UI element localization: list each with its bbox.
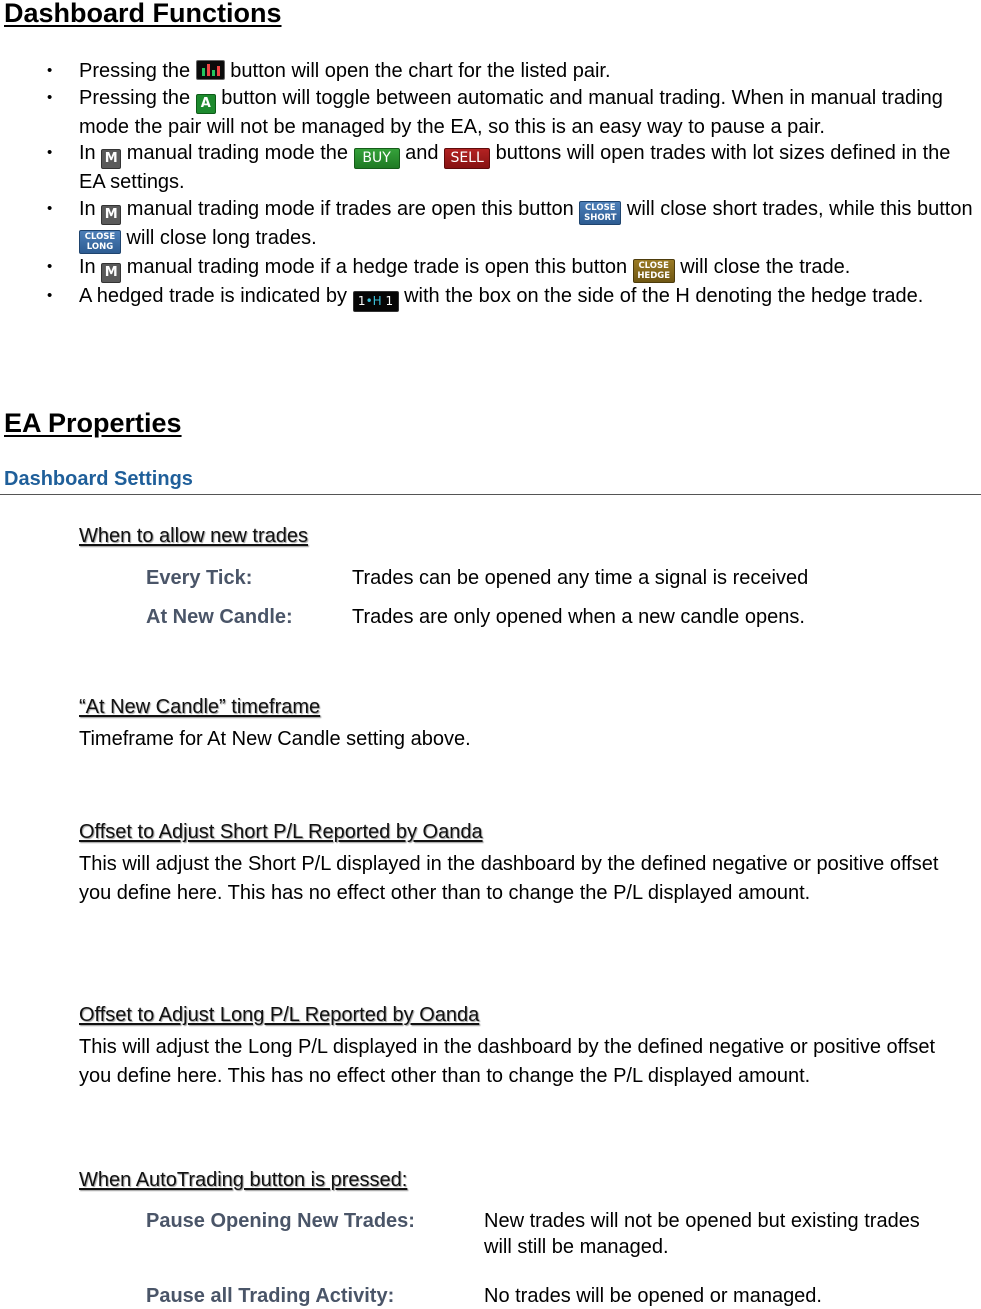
bullet-marker: • bbox=[47, 199, 53, 217]
bullet-text: will close long trades. bbox=[121, 226, 317, 249]
icon-label: •H bbox=[365, 293, 382, 308]
hedge-indicator-icon bbox=[353, 291, 399, 312]
option-description: Trades are only opened when a new candle opens. bbox=[352, 606, 805, 628]
icon-label: LONG bbox=[86, 241, 114, 252]
icon-label: 1 bbox=[385, 293, 394, 308]
icon-label: SHORT bbox=[584, 212, 617, 223]
bullet-marker: • bbox=[47, 286, 53, 304]
bullet-text: will close the trade. bbox=[674, 255, 851, 278]
list-item bbox=[0, 140, 981, 196]
bullet-text: button will open the chart for the listed pair. bbox=[224, 60, 611, 82]
option-term: Every Tick: bbox=[146, 567, 253, 589]
bullet-marker: • bbox=[47, 62, 53, 79]
bullet-text: In bbox=[79, 255, 102, 278]
divider bbox=[0, 494, 981, 495]
setting-description: This will adjust the Short P/L displayed in the dashboard by the defined negative or positive offset you define here. This has no effect other than to change the P/L displayed amount. bbox=[79, 853, 939, 904]
setting-heading: Offset to Adjust Long P/L Reported by Oanda bbox=[79, 1004, 480, 1026]
bullet-text: Pressing the bbox=[79, 60, 196, 82]
bullet-text: buttons will open trades with lot sizes defined in the EA settings. bbox=[79, 142, 951, 193]
option-description: Trades can be opened any time a signal is received bbox=[352, 567, 809, 589]
close-short-button-icon bbox=[579, 201, 621, 225]
setting-description: This will adjust the Long P/L displayed in the dashboard by the defined negative or positive offset you define here. This has no effect other than to change the P/L displayed amount. bbox=[79, 1036, 936, 1087]
manual-mode-icon: M bbox=[101, 263, 121, 283]
list-item bbox=[0, 58, 981, 85]
buy-button-icon: BUY bbox=[354, 148, 400, 169]
list-item bbox=[0, 196, 981, 254]
option-term: Pause all Trading Activity: bbox=[146, 1285, 395, 1307]
bullet-marker: • bbox=[47, 144, 53, 161]
chart-button-icon bbox=[196, 60, 225, 80]
bullet-text: will close short trades, while this button bbox=[621, 197, 973, 220]
bullet-text: In bbox=[79, 197, 102, 220]
auto-trading-button-icon: A bbox=[196, 94, 216, 114]
section-title-dashboard-functions: Dashboard Functions bbox=[4, 0, 282, 28]
bullet-text: A hedged trade is indicated by bbox=[79, 284, 353, 307]
icon-label: CLOSE bbox=[638, 260, 669, 271]
setting-description: Timeframe for At New Candle setting above. bbox=[79, 728, 471, 750]
close-hedge-button-icon bbox=[633, 259, 675, 283]
bullet-text: manual trading mode the bbox=[121, 142, 354, 164]
dashboard-functions-list bbox=[0, 58, 981, 312]
bullet-text: Pressing the bbox=[79, 86, 196, 109]
bullet-text: manual trading mode if a hedge trade is open this button bbox=[121, 255, 633, 278]
setting-heading: Offset to Adjust Short P/L Reported by Oanda bbox=[79, 821, 483, 843]
list-item bbox=[0, 85, 981, 141]
bullet-text: and bbox=[399, 142, 445, 164]
close-long-button-icon bbox=[79, 230, 121, 254]
bullet-text: button will toggle between automatic and manual trading. When in manual trading mode the pair will not be managed by the EA, so this is an easy way to pause a pair. bbox=[79, 86, 943, 138]
setting-heading: When to allow new trades bbox=[79, 525, 309, 547]
icon-label: CLOSE bbox=[84, 231, 116, 242]
list-item bbox=[0, 283, 981, 312]
bullet-text: In bbox=[79, 142, 102, 164]
manual-mode-icon: M bbox=[101, 149, 121, 169]
bullet-marker: • bbox=[47, 88, 53, 106]
option-description: No trades will be opened or managed. bbox=[484, 1285, 822, 1307]
subsection-title: Dashboard Settings bbox=[4, 468, 193, 490]
bullet-text: manual trading mode if trades are open this button bbox=[121, 197, 580, 220]
option-term: At New Candle: bbox=[146, 606, 293, 628]
bullet-text: with the box on the side of the H denoting the hedge trade. bbox=[398, 284, 924, 307]
setting-heading: When AutoTrading button is pressed: bbox=[79, 1169, 408, 1191]
option-description: New trades will not be opened but existing trades will still be managed. bbox=[484, 1210, 920, 1258]
setting-heading: “At New Candle” timeframe bbox=[79, 696, 321, 718]
list-item bbox=[0, 254, 981, 283]
icon-label: CLOSE bbox=[585, 202, 616, 213]
section-title-ea-properties: EA Properties bbox=[4, 408, 182, 438]
bullet-marker: • bbox=[47, 257, 53, 275]
option-term: Pause Opening New Trades: bbox=[146, 1210, 415, 1232]
sell-button-icon: SELL bbox=[444, 148, 490, 169]
icon-label: 1 bbox=[357, 293, 366, 308]
icon-label: HEDGE bbox=[637, 270, 671, 281]
manual-mode-icon: M bbox=[101, 205, 121, 225]
